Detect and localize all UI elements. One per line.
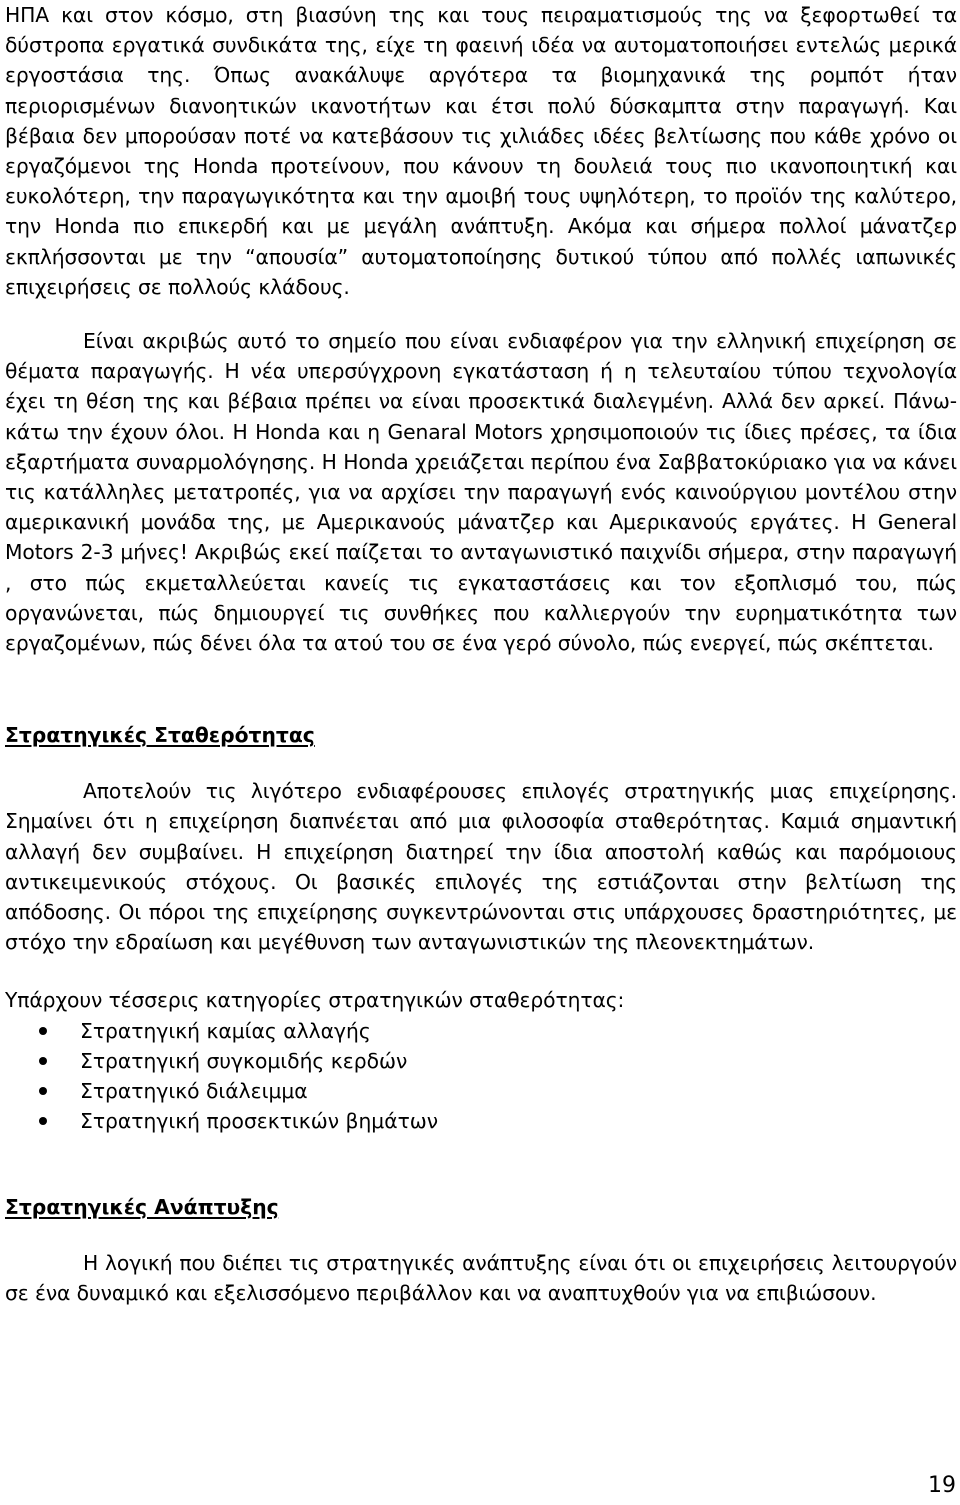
body-paragraph-honda-automation: ΗΠΑ και στον κόσμο, στη βιασύνη της και τους πειραματισμούς της να ξεφορτωθεί τα δύστροπα εργατικά συνδικάτα της, είχε τη φαεινή ιδέα να αυτοματοποιήσει εντελώς μερικά εργοστάσια της. Όπως ανακάλυψε αργότερα τα βιομηχανικά της ρομπότ ήταν περιορισμένων διανοητικών ικανοτήτων και έτσι πολύ δύσκαμπτα στην παραγωγή. Και βέβαια δεν μπορούσαν ποτέ να κατεβάσουν τις χιλιάδες ιδέες βελτίωσης που κάθε χρόνο οι εργαζόμενοι της Honda προτείνουν, που κάνουν τη δουλειά τους πιο ικανοποιητική και ευκολότερη, την παραγωγικότητα και την αμοιβή τους υψηλότερη, το προϊόν της καλύτερο, την Honda πιο επικερδή και με μεγάλη ανάπτυξη. Ακόμα και σήμερα πολλοί μάνατζερ εκπλήσσονται με την “απουσία” αυτοματοποίησης δυτικού τύπου από πολλές ιαπωνικές επιχειρήσεις σε πολλούς κλάδους.: [5, 3, 957, 299]
body-paragraph-greek-business: Είναι ακριβώς αυτό το σημείο που είναι ενδιαφέρον για την ελληνική επιχείρηση σε θέματα παραγωγής. Η νέα υπερσύγχρονη εγκατάσταση ή η τελευταίου τύπου τεχνολογία έχει τη θέση της και βέβαια πρέπει να είναι προσεκτικά διαλεγμένη. Αλλά δεν αρκεί. Πάνω-κάτω την έχουν όλοι. Η Honda και η Genaral Motors χρησιμοποιούν τις ίδιες πρέσες, τα ίδια εξαρτήματα συναρμολόγησης. Η Honda χρειάζεται περίπου ένα Σαββατοκύριακο για να κάνει τις κατάλληλες μετατροπές, για να αρχίσει την παραγωγή ενός καινούργιου μοντέλου στην αμερικανική μονάδα της, με Αμερικανούς μάνατζερ και Αμερικανούς εργάτες. Η General Motors 2-3 μήνες! Ακριβώς εκεί παίζεται το ανταγωνιστικό παιχνίδι σήμερα, στην παραγωγή , στο πώς εκμεταλλεύεται κανείς τις εγκαταστάσεις και τον εξοπλισμό του, πώς οργανώνεται, πώς δημιουργεί τις συνθήκες που καλλιεργούν την ευρηματικότητα των εργαζομένων, πώς δένει όλα τα ατού του σε ένα γερό σύνολο, πώς ενεργεί, πώς σκέπτεται.: [5, 329, 957, 656]
stability-strategy-list: [5, 1016, 957, 1136]
bullet-icon: [39, 1087, 47, 1095]
list-item-label: Στρατηγική καμίας αλλαγής: [80, 1018, 371, 1043]
list-intro: Υπάρχουν τέσσερις κατηγορίες στρατηγικών σταθερότητας:: [5, 988, 625, 1013]
page-number: 19: [928, 1473, 956, 1498]
list-item-label: Στρατηγική συγκομιδής κερδών: [80, 1048, 408, 1073]
list-item-label: Στρατηγικό διάλειμμα: [80, 1078, 308, 1103]
list-item: [5, 1106, 957, 1136]
body-paragraph-stability: Αποτελούν τις λιγότερο ενδιαφέρουσες επιλογές στρατηγικής μιας επιχείρησης. Σημαίνει ότι η επιχείρηση διαπνέεται από μια φιλοσοφία σταθερότητας. Καμιά σημαντική αλλαγή δεν συμβαίνει. Η επιχείρηση διατηρεί την ίδια αποστολή καθώς και παρόμοιους αντικειμενικούς στόχους. Οι βασικές επιλογές της εστιάζονται στην βελτίωση της απόδοσης. Οι πόροι της επιχείρησης συγκεντρώνονται στις υπάρχουσες δραστηριότητες, με στόχο την εδραίωση και μεγέθυνση των ανταγωνιστικών της πλεονεκτημάτων.: [5, 779, 957, 955]
list-item: [5, 1016, 957, 1046]
bullet-icon: [39, 1027, 47, 1035]
list-item: [5, 1046, 957, 1076]
list-item: [5, 1076, 957, 1106]
section-heading-growth: Στρατηγικές Ανάπτυξης: [5, 1194, 279, 1219]
section-heading-stability: Στρατηγικές Σταθερότητας: [5, 723, 315, 748]
bullet-icon: [39, 1117, 47, 1125]
list-item-label: Στρατηγική προσεκτικών βημάτων: [80, 1108, 439, 1133]
document-page: [5, 0, 957, 1308]
body-paragraph-growth: Η λογική που διέπει τις στρατηγικές ανάπτυξης είναι ότι οι επιχειρήσεις λειτουργούν σε ένα δυναμικό και εξελισσόμενο περιβάλλον και να αναπτυχθούν για να επιβιώσουν.: [5, 1250, 957, 1305]
bullet-icon: [39, 1057, 47, 1065]
